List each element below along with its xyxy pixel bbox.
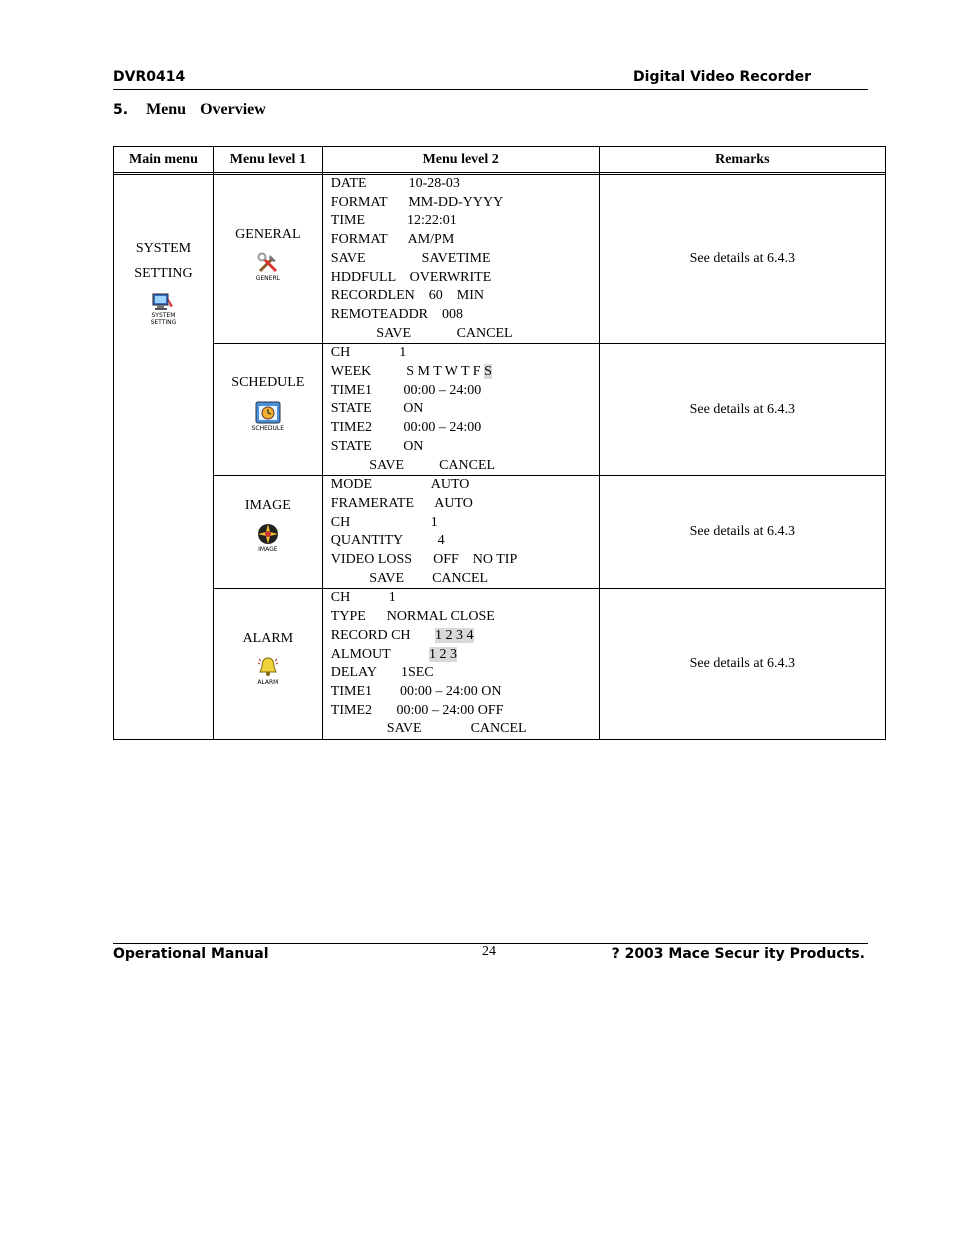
table-header-row: [114, 147, 886, 173]
table-row: [114, 476, 886, 589]
alarm-bell-icon: [256, 655, 280, 679]
level2-line: FRAMERATE AUTO: [330, 495, 473, 511]
schedule-label: SCHEDULE: [231, 375, 305, 391]
remark-general: See details at 6.4.3: [599, 175, 885, 344]
menu-level-1-alarm: [213, 589, 322, 740]
level2-line: CH 1: [330, 345, 407, 361]
menu-level-1-schedule: [213, 344, 322, 476]
level2-line: VIDEO LOSS OFF NO TIP: [330, 552, 518, 568]
level2-line: SAVE CANCEL: [376, 325, 513, 341]
menu-level-2-general: [322, 175, 599, 344]
menu-overview-table: [113, 146, 886, 740]
level2-line: CH 1: [330, 514, 438, 530]
level2-line: WEEK S M T W T F S: [330, 364, 492, 380]
alarm-icon-caption: ALARM: [257, 679, 279, 687]
header-remarks: Remarks: [599, 147, 885, 173]
level2-line: TIME 12:22:01: [330, 213, 457, 229]
level2-line: TYPE NORMAL CLOSE: [330, 609, 495, 625]
header-title: Digital Video Recorder: [633, 69, 811, 85]
main-menu-label-2: SETTING: [134, 266, 193, 281]
main-menu-cell: [114, 175, 214, 740]
general-label: GENERAL: [235, 227, 301, 242]
page-number: 24: [482, 944, 496, 959]
section-heading: [113, 101, 266, 119]
image-icon: [255, 522, 281, 546]
remark-alarm: See details at 6.4.3: [599, 589, 885, 740]
level2-line: RECORD CH 1 2 3 4: [330, 627, 474, 643]
level2-line: SAVE CANCEL: [369, 570, 489, 586]
remark-schedule: See details at 6.4.3: [599, 344, 885, 476]
level2-line: SAVE CANCEL: [386, 721, 527, 737]
menu-level-2-image: [322, 476, 599, 589]
table-row: [114, 344, 886, 476]
image-label: IMAGE: [244, 498, 291, 514]
level2-line: SAVE CANCEL: [369, 457, 496, 473]
level2-line: TIME1 00:00 – 24:00 ON: [330, 683, 502, 699]
system-setting-icon: [151, 292, 175, 312]
level2-line: TIME2 00:00 – 24:00: [330, 420, 482, 436]
level2-line: RECORDLEN 60 MIN: [330, 288, 485, 304]
menu-level-1-image: [213, 476, 322, 589]
schedule-icon: [254, 399, 282, 425]
remark-image: See details at 6.4.3: [599, 476, 885, 589]
level2-line: QUANTITY 4: [330, 533, 445, 549]
level2-line: TIME2 00:00 – 24:00 OFF: [330, 702, 504, 718]
header-main-menu: Main menu: [114, 147, 214, 173]
header-rule: [113, 89, 868, 90]
footer-manual-title: Operational Manual: [113, 946, 269, 962]
level2-line: ALMOUT 1 2 3: [330, 646, 457, 662]
menu-level-1-general: [213, 175, 322, 344]
level2-line: MODE AUTO: [330, 477, 470, 493]
menu-level-2-schedule: [322, 344, 599, 476]
level2-line: DATE 10-28-03: [330, 176, 460, 191]
footer-copyright: ? 2003 Mace Secur ity Products.: [611, 946, 865, 962]
menu-level-2-alarm: [322, 589, 599, 740]
level2-line: STATE ON: [330, 401, 424, 417]
schedule-icon-caption: SCHEDULE: [251, 425, 285, 433]
level2-line: TIME1 00:00 – 24:00: [330, 382, 482, 398]
main-menu-label-1: SYSTEM: [135, 241, 192, 256]
section-number: 5.: [113, 102, 129, 118]
level2-line: STATE ON: [330, 438, 424, 454]
header-menu-level-1: Menu level 1: [213, 147, 322, 173]
table-row: [114, 589, 886, 740]
level2-line: FORMAT AM/PM: [330, 232, 455, 248]
section-word-1: Menu: [146, 101, 187, 118]
system-icon-caption-1: SYSTEM: [151, 312, 176, 319]
system-icon-caption-2: SETTING: [150, 319, 177, 326]
level2-line: FORMAT MM-DD-YYYY: [330, 194, 504, 210]
level2-line: CH 1: [330, 590, 396, 606]
general-icon-caption: GENERL: [255, 275, 280, 282]
table-row: [114, 175, 886, 344]
section-word-2: Overview: [200, 101, 266, 118]
level2-line: DELAY 1SEC: [330, 665, 434, 681]
level2-line: SAVE SAVETIME: [330, 250, 491, 266]
tools-icon: [256, 251, 280, 275]
image-icon-caption: IMAGE: [258, 546, 278, 554]
level2-line: REMOTEADDR 008: [330, 306, 464, 322]
alarm-label: ALARM: [242, 631, 294, 647]
header-model: DVR0414: [113, 69, 186, 85]
level2-line: HDDFULL OVERWRITE: [330, 269, 492, 285]
header-menu-level-2: Menu level 2: [322, 147, 599, 173]
